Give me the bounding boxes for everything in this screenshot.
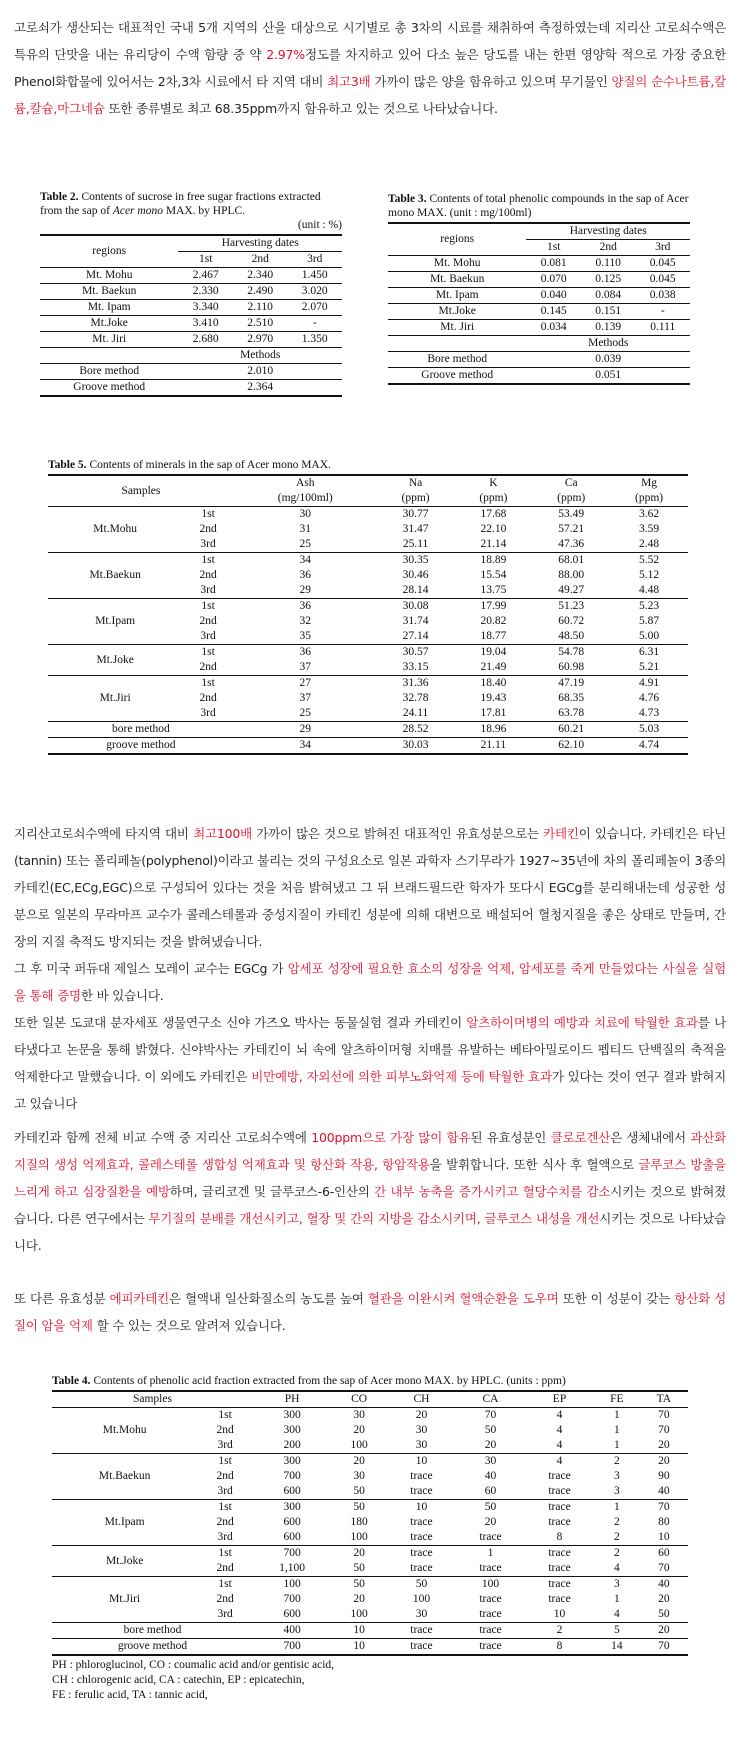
catechin-paragraph-3: 또한 일본 도쿄대 분자세포 생물연구소 신야 가즈오 박사는 동물실험 결과 카테킨이 알츠하이머병의 예방과 치료에 탁월한 효과를 나타냈다고 논문을 통해 밝혔다. 신야박사는 카테킨이 뇌 속에 알츠하이머형 치매를 유발하는 베타아밀로이드 펩티드 단백질의 축적을 억제한다고 말했습니다. 이 외에도 카테킨은 비만예방, 자외선에 의한 피부노화억제 등에 탁월한 효과가 있다는 것이 연구 결과 밝혀지고 있습니다 xyxy=(14,1015,726,1111)
group-name: Mt.Baekun xyxy=(48,553,182,599)
table-row: Mt.Joke 0.145 0.151 - xyxy=(388,304,690,320)
table-row: 3rd 200 100 30 20 4 1 20 xyxy=(217,1439,670,1451)
table-row: Mt.Jiri 1st 27 31.36 18.40 47.19 4.91 xyxy=(48,676,688,692)
group-name: Mt.Joke xyxy=(52,1546,197,1577)
table-row: Mt.Joke 3.410 2.510 - xyxy=(40,316,342,332)
epicatechin-paragraph: 또 다른 유효성분 에피카테킨은 혈액내 일산화질소의 농도를 높여 혈관을 이완시켜 혈액순환을 도우며 또한 이 성분이 갖는 항산화 성질이 암을 억제 할 수 있는 것으로 알려져 있습니다. xyxy=(14,1291,726,1333)
group-name: Mt.Ipam xyxy=(52,1500,197,1546)
table-row: 2nd 700 20 100 trace trace 1 20 xyxy=(216,1593,670,1605)
catechin-section xyxy=(14,820,726,1117)
group-name: Mt.Jiri xyxy=(52,1577,197,1623)
table-row: 2nd 31 31.47 22.10 57.21 3.59 xyxy=(199,523,660,535)
table-row: Mt.Baekun 1st 34 30.35 18.89 68.01 5.52 xyxy=(48,553,688,569)
table-row: groove method 700 10 trace trace 8 14 70 xyxy=(52,1639,688,1656)
table-row: bore method 29 28.52 18.96 60.21 5.03 xyxy=(48,722,688,738)
table-row: 2nd 300 20 30 50 4 1 70 xyxy=(216,1424,670,1436)
table-row: Mt. Mohu 0.081 0.110 0.045 xyxy=(388,256,690,272)
table-row: Mt. Baekun 2.330 2.490 3.020 xyxy=(40,284,342,300)
table-row: 3rd 600 100 30 trace 10 4 50 xyxy=(217,1608,670,1620)
group-name: Mt.Mohu xyxy=(48,507,182,553)
table-row: Mt. Ipam 3.340 2.110 2.070 xyxy=(40,300,342,316)
table-2-caption: Table 2. Contents of sucrose in free sugar fractions extracted from the sap of Acer mono MAX. by HPLC. (unit : %) xyxy=(40,191,342,231)
table-5-minerals: Table 5. Contents of minerals in the sap of Acer mono MAX. Samples Ash Na K Ca Mg (mg/100ml) (ppm) (ppm) (ppm) (ppm) Mt.Mohu 1st 30 30.77 17.68 53.49 3.62 2nd 31 31.47 22.10 57.21 3.59 3rd 25 25.11 21.14 47.36 2.48 Mt.Baekun 1st 34 30.35 18.89 68.01 5.52 2nd 36 30.46 15.54 88.00 5.12 3rd 29 28.14 13.75 49.27 4.48 Mt.Ipam 1st 36 30.08 17.99 51.23 5.23 2nd 32 31.74 20.82 60.72 5.87 3rd 35 27.14 18.77 48.50 5.00 Mt.Joke 1st 36 30.57 19.04 54.78 6.31 2nd 37 33.15 21.49 60.98 5.21 Mt.Jiri 1st 27 31.36 18.40 47.19 4.91 2nd 37 32.78 19.43 68.35 4.76 3rd 25 24.11 17.81 63.78 4.73 bore method 29 28.52 18.96 60.21 5.03 groove method 34 30.03 21.11 62.10 4.74 xyxy=(48,458,688,755)
table-row: Mt.Mohu 1st 300 30 20 70 4 1 70 xyxy=(52,1408,688,1424)
table-4-phenolic-acid: Table 4. Contents of phenolic acid fraction extracted from the sap of Acer mono MAX. by HPLC. (units : ppm) Samples PH CO CH CA EP FE TA Mt.Mohu 1st 300 30 20 70 4 1 70 2nd 300 20 30 50 4 1 70 3rd 200 100 30 20 4 1 20 Mt.Baekun 1st 300 20 10 30 4 2 20 2nd 700 30 trace 40 trace 3 90 3rd 600 50 trace 60 trace 3 40 Mt.Ipam 1st 300 50 10 50 trace 1 70 2nd 600 180 trace 20 trace 2 80 3rd 600 100 trace trace 8 2 10 Mt.Joke 1st 700 20 trace 1 trace 2 60 2nd 1,100 50 trace trace trace 4 70 Mt.Jiri 1st 100 50 50 100 trace 3 40 2nd 700 20 100 trace trace 1 20 3rd 600 100 30 trace 10 4 50 bore method 400 10 trace trace 2 5 20 groove method 700 10 trace trace 8 14 70 PH : phloroglucinol, CO : coumalic acid and/or gentisic acid, CH : chlorogenic acid, CA : catechin, EP : epicatechin, FE : ferulic acid, TA : tannic acid, xyxy=(52,1374,688,1703)
table-row: Mt. Jiri 0.034 0.139 0.111 xyxy=(388,320,690,336)
group-name: Mt.Jiri xyxy=(48,676,182,722)
table-row: Mt.Joke 1st 36 30.57 19.04 54.78 6.31 xyxy=(48,645,688,661)
table-row: Mt.Mohu 1st 30 30.77 17.68 53.49 3.62 xyxy=(48,507,688,523)
table-row: Groove method 2.364 xyxy=(40,380,342,397)
table-row: Mt.Jiri 1st 100 50 50 100 trace 3 40 xyxy=(52,1577,688,1593)
chlorogenic-paragraph: 카테킨과 함께 전체 비교 수액 중 지리산 고로쇠수액에 100ppm으로 가장 많이 함유된 유효성분인 클로로겐산은 생체내에서 과산화지질의 생성 억제효과, 콜레스테롤 생합성 억제효과 및 항산화 작용, 항암작용을 발휘합니다. 또한 식사 후 혈액으로 글루코스 방출을 느리게 하고 심장질환을 예방하며, 글리코겐 및 글루코스-6-인산의 간 내부 농축을 증가시키고 혈당수치를 감소시키는 것으로 밝혀졌습니다. 다른 연구에서는 무기질의 분배를 개선시키고, 혈장 및 간의 지방을 감소시키며, 글루코스 내성을 개선시키는 것으로 나타났습니다. xyxy=(14,1130,727,1253)
table-row: Mt. Mohu 2.467 2.340 1.450 xyxy=(40,268,342,284)
group-name: Mt.Ipam xyxy=(48,599,182,645)
table-row: 2nd 600 180 trace 20 trace 2 80 xyxy=(216,1516,670,1528)
table-row: Mt. Jiri 2.680 2.970 1.350 xyxy=(40,332,342,348)
intro-paragraph: 고로쇠가 생산되는 대표적인 국내 5개 지역의 산을 대상으로 시기별로 총 3차의 시료를 채취하여 측정하였는데 지리산 고로쇠수액은 특유의 단맛을 내는 유리당이 수액 함량 중 약 2.97%정도를 차지하고 있어 다소 높은 당도를 내는 한편 영양학 적으로 가장 중요한 Phenol화합물에 있어서는 2차,3차 시료에서 타 지역 대비 최고3배 가까이 많은 양을 함유하고 있으며 무기물인 양질의 순수나트륨,칼륨,칼슘,마그네슘 또한 종류별로 최고 68.35ppm까지 함유하고 있는 것으로 나타났습니다. xyxy=(14,20,726,116)
table-row: Mt. Baekun 0.070 0.125 0.045 xyxy=(388,272,690,288)
table-row: Bore method 2.010 xyxy=(40,364,342,380)
catechin-paragraph-2: 그 후 미국 퍼듀대 제일스 모레이 교수는 EGCg 가 암세포 성장에 필요한 효소의 성장을 억제, 암세포를 죽게 만들었다는 사실을 실험을 통해 증명한 바 있습니다. xyxy=(14,961,726,1003)
table-row: groove method 34 30.03 21.11 62.10 4.74 xyxy=(48,738,688,755)
group-name: Mt.Baekun xyxy=(52,1454,197,1500)
table-row: 3rd 600 50 trace 60 trace 3 40 xyxy=(217,1485,670,1497)
group-name: Mt.Mohu xyxy=(52,1408,197,1454)
table-5-caption: Table 5. Contents of minerals in the sap of Acer mono MAX. xyxy=(48,459,331,471)
table-row: 2nd 700 30 trace 40 trace 3 90 xyxy=(216,1470,670,1482)
table-2-sucrose: Table 2. Contents of sucrose in free sugar fractions extracted from the sap of Acer mono MAX. by HPLC. (unit : %) regions Harvesting dates 1st 2nd 3rd Mt. Mohu 2.467 2.340 1.450 Mt. Baekun 2.330 2.490 3.020 Mt. Ipam 3.340 2.110 2.070 Mt.Joke 3.410 2.510 - Mt. Jiri 2.680 2.970 1.350 Methods Bore method 2.010 Groove method 2.364 xyxy=(40,190,342,397)
table-row: 3rd 25 24.11 17.81 63.78 4.73 xyxy=(200,707,660,719)
table-row: Bore method 0.039 xyxy=(388,352,690,368)
catechin-paragraph-1: 지리산고로쇠수액에 타지역 대비 최고100배 가까이 많은 것으로 밝혀진 대표적인 유효성분으로는 카테킨이 있습니다. 카테킨은 타닌(tannin) 또는 폴리페놀(polyphenol)이라고 불리는 것의 구성요소로 일본 과학자 스기무라가 1927~35년에 차의 폴리페놀이 3종의 카테킨(EC,ECg,EGC)으로 구성되어 있다는 것을 처음 밝혀냈고 그 뒤 브래드필드란 학자가 또다시 EGCg를 분리해내는데 성공한 성분으로 일본의 무라마프 교수가 콜레스테롤과 중성지질이 카테킨 성분에 의해 대변으로 배설되어 혈청지질을 좋은 상태로 만들며, 간장의 지질 축적도 방지되는 것을 밝혀냈습니다. xyxy=(14,826,726,949)
table-row: 2nd 37 33.15 21.49 60.98 5.21 xyxy=(199,661,660,673)
table-row: bore method 400 10 trace trace 2 5 20 xyxy=(52,1623,688,1639)
table-row: 3rd 600 100 trace trace 8 2 10 xyxy=(217,1531,670,1543)
table-3-phenolic: Table 3. Contents of total phenolic compounds in the sap of Acer mono MAX. (unit : mg/100ml) regions Harvesting dates 1st 2nd 3rd Mt. Mohu 0.081 0.110 0.045 Mt. Baekun 0.070 0.125 0.045 Mt. Ipam 0.040 0.084 0.038 Mt.Joke 0.145 0.151 - Mt. Jiri 0.034 0.139 0.111 Methods Bore method 0.039 Groove method 0.051 xyxy=(388,192,690,385)
table-row: Mt.Joke 1st 700 20 trace 1 trace 2 60 xyxy=(52,1546,688,1562)
group-name: Mt.Joke xyxy=(48,645,182,676)
table-row: 3rd 35 27.14 18.77 48.50 5.00 xyxy=(200,630,660,642)
table-row: 2nd 32 31.74 20.82 60.72 5.87 xyxy=(199,615,660,627)
table-row: Mt.Ipam 1st 300 50 10 50 trace 1 70 xyxy=(52,1500,688,1516)
table-row: Mt.Ipam 1st 36 30.08 17.99 51.23 5.23 xyxy=(48,599,688,615)
table-row: Groove method 0.051 xyxy=(388,368,690,385)
table-row: 2nd 1,100 50 trace trace trace 4 70 xyxy=(216,1562,670,1574)
table-row: 2nd 36 30.46 15.54 88.00 5.12 xyxy=(199,569,660,581)
table-4-footnote: PH : phloroglucinol, CO : coumalic acid and/or gentisic acid, CH : chlorogenic acid, CA : catechin, EP : epicatechin, FE : ferulic acid, TA : tannic acid, xyxy=(52,1659,335,1701)
table-row: Mt. Ipam 0.040 0.084 0.038 xyxy=(388,288,690,304)
table-row: 3rd 29 28.14 13.75 49.27 4.48 xyxy=(200,584,660,596)
table-row: 3rd 25 25.11 21.14 47.36 2.48 xyxy=(200,538,660,550)
table-row: Mt.Baekun 1st 300 20 10 30 4 2 20 xyxy=(52,1454,688,1470)
table-4-caption: Table 4. Contents of phenolic acid fraction extracted from the sap of Acer mono MAX. by HPLC. (units : ppm) xyxy=(52,1375,566,1387)
table-row: 2nd 37 32.78 19.43 68.35 4.76 xyxy=(199,692,660,704)
table-3-caption: Table 3. Contents of total phenolic compounds in the sap of Acer mono MAX. (unit : mg/100ml) xyxy=(388,193,689,219)
